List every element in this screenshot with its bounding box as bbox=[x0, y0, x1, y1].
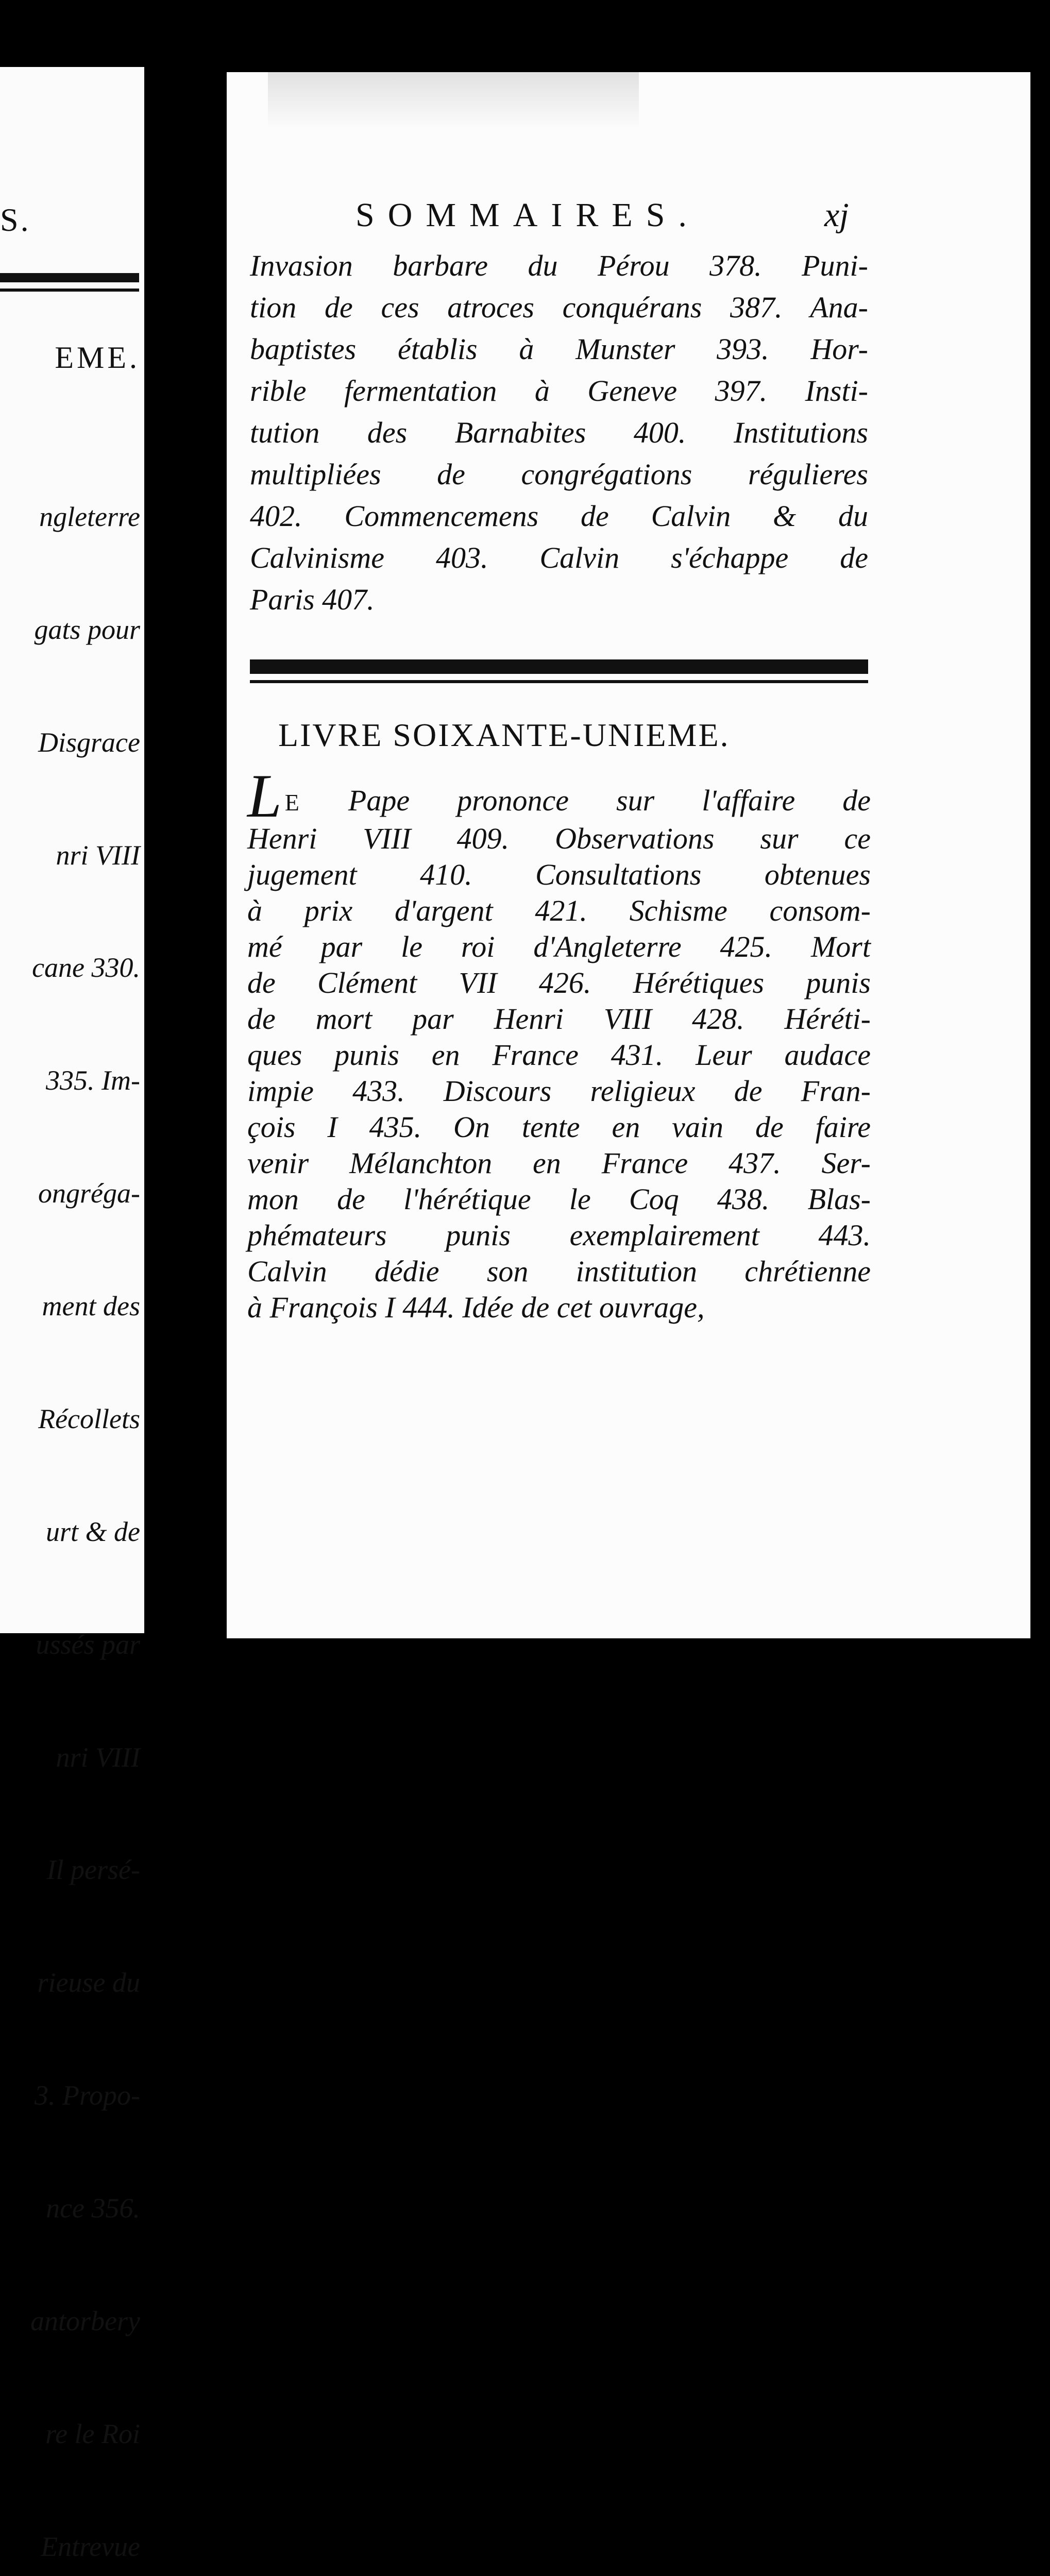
summary-line: tution des Barnabites 400. Institutions bbox=[250, 416, 868, 449]
summary-line: baptistes établis à Munster 393. Hor- bbox=[250, 332, 868, 366]
book-title: LIVRE SOIXANTE-UNIEME. bbox=[278, 717, 730, 753]
summary-line: tion de ces atroces conquérans 387. Ana- bbox=[250, 291, 868, 324]
left-book-heading: EME. bbox=[55, 341, 140, 375]
left-line: re le Roi bbox=[45, 2418, 140, 2449]
left-line: 335. Im- bbox=[46, 1065, 140, 1096]
body-line: jugement 410. Consultations obtenues bbox=[247, 858, 871, 891]
left-line: ment des bbox=[42, 1291, 140, 1321]
left-line: nri VIII bbox=[56, 1741, 140, 1773]
left-line: rieuse du bbox=[37, 1967, 140, 1998]
left-running-header: S. bbox=[0, 201, 31, 238]
left-line: Récollets bbox=[38, 1403, 140, 1434]
page-shadow bbox=[268, 72, 639, 129]
left-line: antorbery bbox=[30, 2305, 140, 2336]
left-rule-thin bbox=[0, 289, 139, 292]
left-line: 3. Propo- bbox=[35, 2080, 140, 2111]
chapter-summary bbox=[250, 245, 868, 620]
drop-cap: L bbox=[247, 761, 282, 830]
book-summary bbox=[247, 761, 871, 1326]
left-line: ongréga- bbox=[38, 1178, 140, 1209]
body-line-first bbox=[247, 761, 871, 830]
left-line: urt & de bbox=[46, 1516, 140, 1547]
body-line: Calvin dédie son institution chrétienne bbox=[247, 1255, 871, 1288]
left-line: nri VIII bbox=[56, 839, 140, 871]
body-line: çois I 435. On tente en vain de faire bbox=[247, 1110, 871, 1144]
body-line: à prix d'argent 421. Schisme consom- bbox=[247, 894, 871, 927]
summary-line: 402. Commencemens de Calvin & du bbox=[250, 499, 868, 533]
divider-rule-thin bbox=[250, 680, 868, 683]
body-line: phémateurs punis exemplairement 443. bbox=[247, 1218, 871, 1252]
left-line: nce 356. bbox=[46, 2193, 140, 2224]
running-header-title: SOMMAIRES. bbox=[355, 196, 700, 234]
left-line: ngleterre bbox=[39, 501, 140, 532]
body-line: impie 433. Discours religieux de Fran- bbox=[247, 1074, 871, 1108]
left-line: gats pour bbox=[34, 614, 140, 645]
left-line: Disgrace bbox=[38, 726, 140, 758]
body-line: mon de l'hérétique le Coq 438. Blas- bbox=[247, 1182, 871, 1216]
body-line: venir Mélanchton en France 437. Ser- bbox=[247, 1146, 871, 1180]
summary-line: Invasion barbare du Pérou 378. Puni- bbox=[250, 249, 868, 282]
body-line: Henri VIII 409. Observations sur ce bbox=[247, 822, 871, 855]
left-line: Entrevue bbox=[41, 2531, 140, 2562]
left-text-lines bbox=[0, 422, 140, 2576]
left-rule-thick bbox=[0, 273, 139, 282]
summary-line: Paris 407. bbox=[250, 583, 375, 616]
left-page-fragment bbox=[0, 67, 144, 2562]
body-line: de mort par Henri VIII 428. Héréti- bbox=[247, 1002, 871, 1036]
divider-rule-thick bbox=[250, 659, 868, 674]
main-page bbox=[227, 72, 1030, 1638]
body-line: à François I 444. Idée de cet ouvrage, bbox=[247, 1291, 705, 1324]
body-line: de Clément VII 426. Hérétiques punis bbox=[247, 966, 871, 999]
left-line: Il persé- bbox=[46, 1854, 140, 1886]
summary-line: multipliées de congrégations régulieres bbox=[250, 457, 868, 491]
left-line: ussés par bbox=[36, 1629, 140, 1660]
first-line-rest: Pape prononce sur l'affaire de bbox=[348, 784, 871, 817]
first-word-rest: E bbox=[284, 789, 301, 816]
summary-line: Calvinisme 403. Calvin s'échappe de bbox=[250, 541, 868, 574]
body-line: ques punis en France 431. Leur audace bbox=[247, 1038, 871, 1072]
page-number: xj bbox=[824, 196, 849, 234]
left-line: cane 330. bbox=[32, 952, 140, 984]
summary-line: rible fermentation à Geneve 397. Insti- bbox=[250, 374, 868, 408]
body-line: mé par le roi d'Angleterre 425. Mort bbox=[247, 930, 871, 963]
